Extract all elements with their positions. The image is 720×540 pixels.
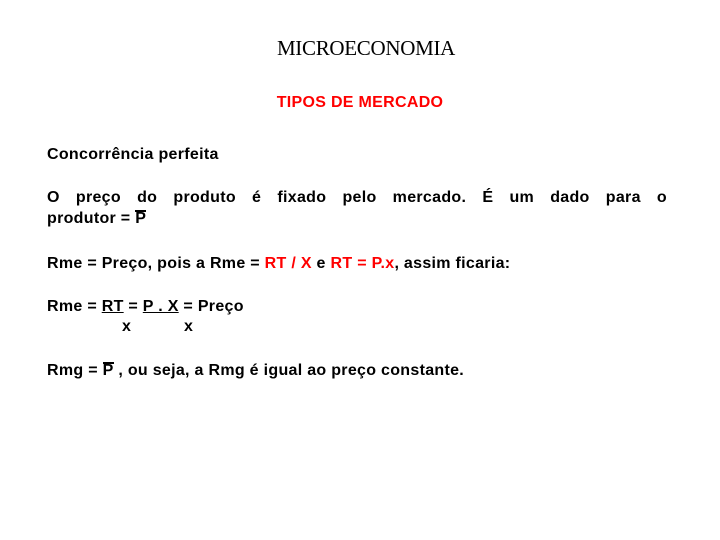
fraction-suffix: = Preço: [178, 298, 244, 315]
rme-prefix: Rme = Preço, pois a Rme =: [47, 255, 265, 272]
fraction-numerator-rt: RT: [101, 298, 124, 315]
fraction-equals: =: [123, 298, 143, 315]
paragraph-line-2-prefix: produtor =: [47, 210, 136, 227]
rmg-line: [47, 362, 464, 380]
fraction-denominator-1: x: [122, 318, 132, 335]
fraction-denominator-2: x: [184, 318, 194, 335]
rme-suffix: , assim ficaria:: [394, 255, 511, 272]
slide-title: MICROECONOMIA: [276, 36, 456, 60]
fraction-numerator-line: [47, 298, 244, 316]
slide-subtitle: TIPOS DE MERCADO: [276, 94, 444, 111]
paragraph-line-2: [47, 210, 146, 228]
rmg-prefix: Rmg =: [47, 362, 103, 379]
rmg-price-symbol-overlined: P: [102, 362, 114, 379]
rme-definition-line: [47, 255, 510, 273]
rt-equals-px-formula: RT = P.x: [330, 255, 395, 272]
rme-conjunction: e: [311, 255, 331, 272]
fraction-prefix: Rme =: [47, 298, 102, 315]
price-symbol-overlined: P: [135, 210, 147, 227]
paragraph-line-1: O preço do produto é fixado pelo mercado. É um dado para o: [47, 189, 667, 206]
rt-over-x-formula: RT / X: [264, 255, 312, 272]
section-heading: Concorrência perfeita: [47, 146, 219, 163]
fraction-numerator-px: P . X: [142, 298, 179, 315]
rmg-suffix: , ou seja, a Rmg é igual ao preço constante.: [113, 362, 465, 379]
